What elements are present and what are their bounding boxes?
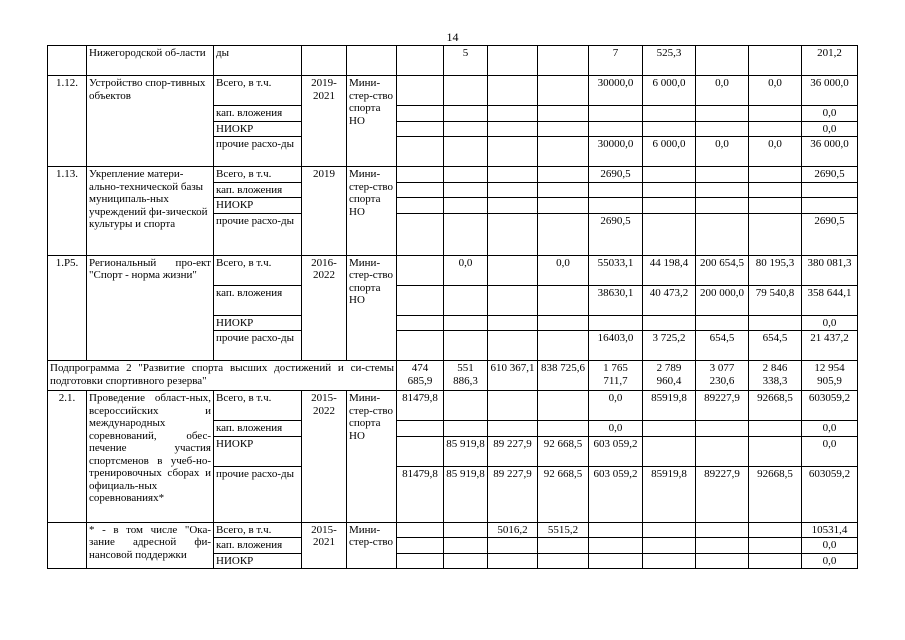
cell-total: 0,0 (802, 315, 858, 331)
cell-2020: 3 725,2 (643, 331, 696, 361)
row-type: Всего, в т.ч. (214, 522, 302, 538)
cell-2015: 81479,8 (397, 391, 444, 421)
row-type: ды (214, 46, 302, 76)
cell-total: 21 437,2 (802, 331, 858, 361)
row-type: кап. вложения (214, 285, 302, 315)
subprogram-title: Подпрограмма 2 "Развитие спорта высших достижений и си-стемы подготовки спортивного резерва" (48, 361, 397, 391)
cell-2018: 92 668,5 (538, 436, 589, 466)
cell-2018: 0,0 (538, 255, 589, 285)
cell-2019: 603 059,2 (589, 466, 643, 522)
row-type: НИОКР (214, 436, 302, 466)
subprogram-row (48, 361, 858, 391)
cell-2015 (397, 46, 444, 76)
cell-total: 0,0 (802, 106, 858, 122)
item-period: 2019-2021 (302, 76, 347, 167)
cell-2020: 525,3 (643, 46, 696, 76)
item-executor: Мини-стер-ство спорта НО (347, 391, 397, 523)
cell-2021: 200 000,0 (696, 285, 749, 315)
item-id: 1.13. (48, 167, 87, 256)
item-period: 2016-2022 (302, 255, 347, 361)
cell-2020: 44 198,4 (643, 255, 696, 285)
cell-2017: 89 227,9 (488, 436, 538, 466)
cell-2019: 1 765 711,7 (589, 361, 643, 391)
row-type: НИОКР (214, 121, 302, 137)
cell-2017: 89 227,9 (488, 466, 538, 522)
row-type: Всего, в т.ч. (214, 76, 302, 106)
cell-2016: 0,0 (444, 255, 488, 285)
cell-total: 0,0 (802, 436, 858, 466)
table-row (48, 391, 858, 421)
cell-2022 (749, 46, 802, 76)
cell-total: 603059,2 (802, 466, 858, 522)
cell-2021: 3 077 230,6 (696, 361, 749, 391)
cell-2017: 5016,2 (488, 522, 538, 538)
cell-2022: 79 540,8 (749, 285, 802, 315)
cell-2022: 0,0 (749, 76, 802, 106)
cell-total: 36 000,0 (802, 137, 858, 167)
cell-2018: 838 725,6 (538, 361, 589, 391)
cell-total: 0,0 (802, 421, 858, 437)
item-id: 2.1. (48, 391, 87, 523)
cell-2020: 40 473,2 (643, 285, 696, 315)
cell-2021: 654,5 (696, 331, 749, 361)
row-type: кап. вложения (214, 421, 302, 437)
row-type: прочие расхо-ды (214, 466, 302, 522)
table-row (48, 255, 858, 285)
cell-2016: 551 886,3 (444, 361, 488, 391)
item-period: 2015-2021 (302, 522, 347, 569)
cell-2022: 92668,5 (749, 466, 802, 522)
cell-total: 201,2 (802, 46, 858, 76)
table-row (48, 46, 858, 76)
row-type: кап. вложения (214, 106, 302, 122)
page-number: 14 (446, 30, 459, 44)
cell-2019: 38630,1 (589, 285, 643, 315)
cell-2017: 610 367,1 (488, 361, 538, 391)
row-type: кап. вложения (214, 182, 302, 198)
cell-2022: 0,0 (749, 137, 802, 167)
cell-2022: 654,5 (749, 331, 802, 361)
table-row (48, 522, 858, 538)
cell-2017 (488, 46, 538, 76)
item-executor: Мини-стер-ство спорта НО (347, 167, 397, 256)
cell-2022: 2 846 338,3 (749, 361, 802, 391)
row-name: Нижегородской об-ласти (87, 46, 214, 76)
row-type: прочие расхо-ды (214, 331, 302, 361)
cell-total: 2690,5 (802, 167, 858, 183)
cell-total: 12 954 905,9 (802, 361, 858, 391)
table-row (48, 167, 858, 183)
item-id: 1.12. (48, 76, 87, 167)
row-type: Всего, в т.ч. (214, 167, 302, 183)
budget-table (47, 45, 858, 569)
cell-2021: 200 654,5 (696, 255, 749, 285)
cell-2015: 81479,8 (397, 466, 444, 522)
cell-2018: 92 668,5 (538, 466, 589, 522)
cell-total: 36 000,0 (802, 76, 858, 106)
cell-2019: 7 (589, 46, 643, 76)
cell-total: 0,0 (802, 553, 858, 569)
cell-total: 603059,2 (802, 391, 858, 421)
cell-2020: 85919,8 (643, 466, 696, 522)
row-type: прочие расхо-ды (214, 213, 302, 255)
cell-2020: 2 789 960,4 (643, 361, 696, 391)
cell-2018 (538, 46, 589, 76)
cell-2019: 0,0 (589, 391, 643, 421)
cell-2020: 6 000,0 (643, 137, 696, 167)
row-type: прочие расхо-ды (214, 137, 302, 167)
cell-total: 0,0 (802, 538, 858, 554)
cell-2021: 89227,9 (696, 391, 749, 421)
row-type: Всего, в т.ч. (214, 391, 302, 421)
cell-total: 2690,5 (802, 213, 858, 255)
cell-2019: 2690,5 (589, 167, 643, 183)
cell-2022: 80 195,3 (749, 255, 802, 285)
cell-2021: 0,0 (696, 137, 749, 167)
item-executor: Мини-стер-ство (347, 522, 397, 569)
cell-2019: 30000,0 (589, 137, 643, 167)
cell-2016: 5 (444, 46, 488, 76)
row-type: НИОКР (214, 315, 302, 331)
item-name: Устройство спор-тивных объектов (87, 76, 214, 167)
table-row (48, 76, 858, 106)
cell-2019: 0,0 (589, 421, 643, 437)
row-type: Всего, в т.ч. (214, 255, 302, 285)
item-executor: Мини-стер-ство спорта НО (347, 76, 397, 167)
row-type: НИОКР (214, 198, 302, 214)
item-id: 1.Р5. (48, 255, 87, 361)
cell-2020: 6 000,0 (643, 76, 696, 106)
cell-total: 0,0 (802, 121, 858, 137)
cell-2018: 5515,2 (538, 522, 589, 538)
cell-total: 358 644,1 (802, 285, 858, 315)
cell-2022: 92668,5 (749, 391, 802, 421)
cell-2019: 603 059,2 (589, 436, 643, 466)
cell-2019: 16403,0 (589, 331, 643, 361)
cell-total: 380 081,3 (802, 255, 858, 285)
item-period: 2015-2022 (302, 391, 347, 523)
cell-2019: 2690,5 (589, 213, 643, 255)
cell-2016: 85 919,8 (444, 436, 488, 466)
cell-2021 (696, 46, 749, 76)
cell-2019: 30000,0 (589, 76, 643, 106)
item-executor: Мини-стер-ство спорта НО (347, 255, 397, 361)
row-type: кап. вложения (214, 538, 302, 554)
item-name: Региональный про-ект "Спорт - норма жизни" (87, 255, 214, 361)
cell-2019: 55033,1 (589, 255, 643, 285)
cell-2021: 0,0 (696, 76, 749, 106)
cell-total: 10531,4 (802, 522, 858, 538)
cell-2020: 85919,8 (643, 391, 696, 421)
item-period: 2019 (302, 167, 347, 256)
item-name: Проведение област-ных, всероссийских и международных соревнований, обес-печение участия спортсменов в учеб-но-тренировочных сборах и официаль-ных соревнованиях* (87, 391, 214, 523)
cell-2016: 85 919,8 (444, 466, 488, 522)
item-name: Укрепление матери-ально-технической базы муниципаль-ных учреждений фи-зической культуры и спорта (87, 167, 214, 256)
row-type: НИОКР (214, 553, 302, 569)
item-name: * - в том числе "Ока-зание адресной фи-нансовой поддержки (87, 522, 214, 569)
cell-2015: 474 685,9 (397, 361, 444, 391)
cell-2021: 89227,9 (696, 466, 749, 522)
